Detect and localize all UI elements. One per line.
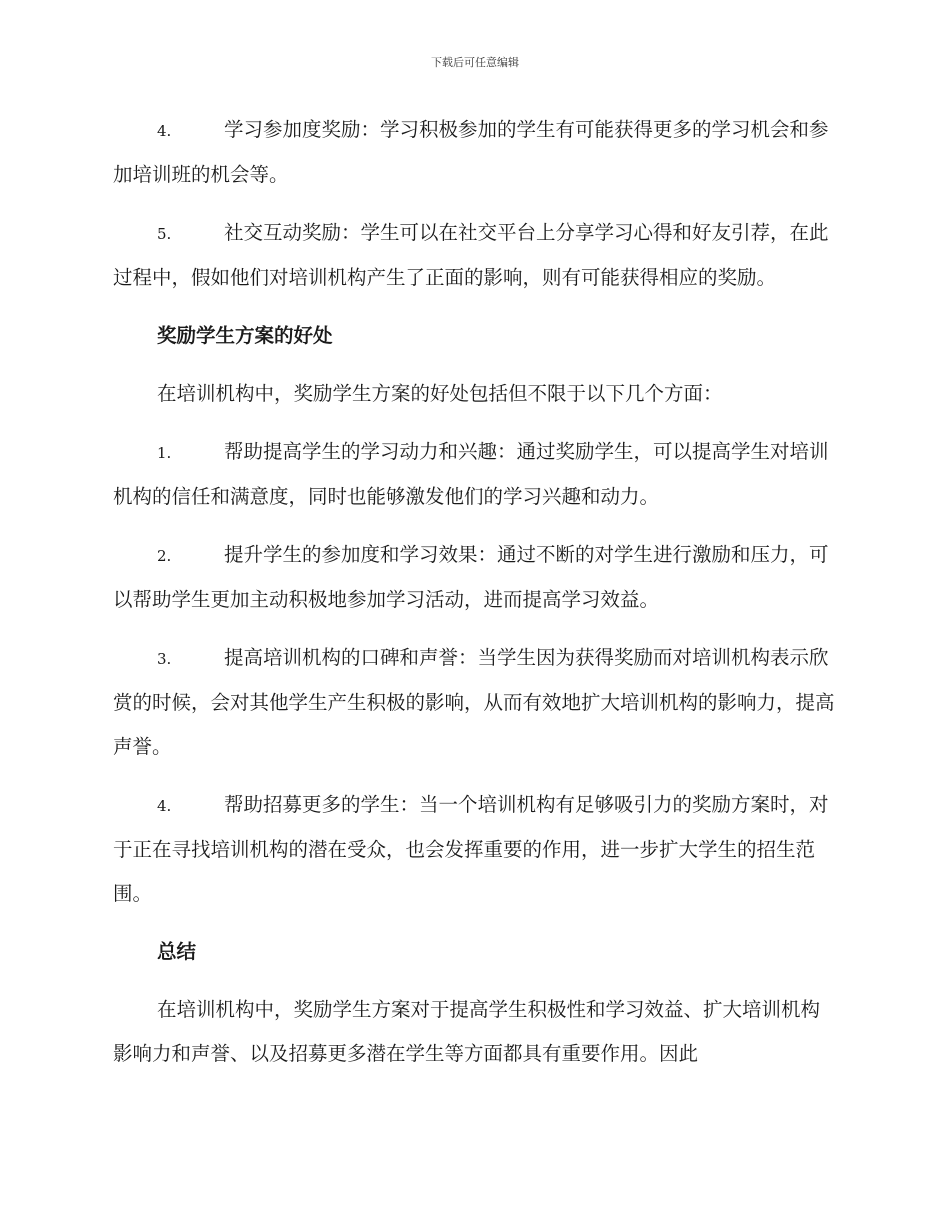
list-item-number: 4. [157, 797, 172, 815]
list-item [113, 783, 835, 916]
section-heading: 总结 [157, 940, 197, 963]
list-item-number: 2. [157, 547, 172, 565]
list-item-number: 4. [157, 122, 172, 140]
list-item [113, 211, 835, 300]
list-item-text: 社交互动奖励：学生可以在社交平台上分享学习心得和好友引荐，在此过程中，假如他们对培训机构产生了正面的影响，则有可能获得相应的奖励。 [113, 221, 829, 289]
list-item [113, 636, 835, 769]
list-item-text: 学习参加度奖励：学习积极参加的学生有可能获得更多的学习机会和参加培训班的机会等。 [113, 118, 829, 186]
list-item-number: 1. [157, 444, 172, 462]
section-heading: 奖励学生方案的好处 [157, 324, 333, 347]
list-item [113, 533, 835, 622]
list-item-number: 3. [157, 650, 172, 668]
list-item [113, 108, 835, 197]
list-item-text: 提升学生的参加度和学习效果：通过不断的对学生进行激励和压力，可以帮助学生更加主动积极地参加学习活动，进而提高学习效益。 [113, 543, 829, 611]
document-body [113, 108, 835, 1090]
list-item [113, 430, 835, 519]
page-header: 下载后可任意编辑 [431, 56, 519, 69]
list-item-text: 帮助提高学生的学习动力和兴趣：通过奖励学生，可以提高学生对培训机构的信任和满意度，同时也能够激发他们的学习兴趣和动力。 [113, 440, 829, 508]
section-intro: 在培训机构中，奖励学生方案的好处包括但不限于以下几个方面： [157, 382, 723, 405]
list-item-text: 提高培训机构的口碑和声誉：当学生因为获得奖励而对培训机构表示欣赏的时候，会对其他学生产生积极的影响，从而有效地扩大培训机构的影响力，提高声誉。 [113, 646, 835, 758]
list-item-number: 5. [157, 225, 172, 243]
list-item-text: 帮助招募更多的学生：当一个培训机构有足够吸引力的奖励方案时，对于正在寻找培训机构的潜在受众，也会发挥重要的作用，进一步扩大学生的招生范围。 [113, 793, 829, 905]
summary-paragraph: 在培训机构中，奖励学生方案对于提高学生积极性和学习效益、扩大培训机构影响力和声誉、以及招募更多潜在学生等方面都具有重要作用。因此 [113, 998, 821, 1065]
